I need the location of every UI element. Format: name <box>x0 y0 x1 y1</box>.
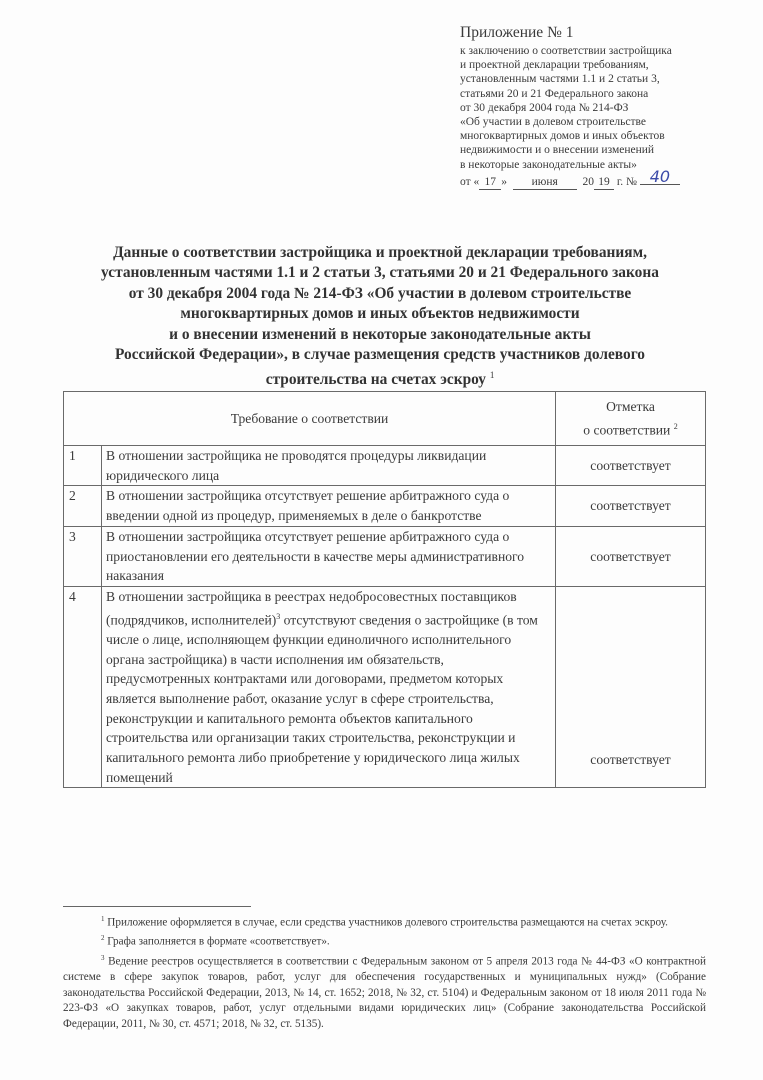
heading-line: установленным частями 1.1 и 2 статьи 3, статьями 20 и 21 Федерального закона <box>101 264 659 282</box>
appendix-line: «Об участии в долевом строительстве <box>460 116 646 129</box>
date-year-prefix: 20 <box>582 175 594 188</box>
appendix-date-line <box>460 166 750 190</box>
date-mid: » <box>501 175 507 188</box>
footnote-separator <box>63 906 251 907</box>
footnotes <box>63 912 706 1032</box>
header-mark: Отметка о соответствии $^2$ <box>556 392 706 446</box>
footnote-ref: 1 <box>489 370 495 381</box>
heading-line: многоквартирных домов и иных объектов недвижимости <box>180 305 580 323</box>
appendix-line: установленным частями 1.1 и 2 статьи 3, <box>460 73 660 86</box>
appendix-line: и проектной декларации требованиям, <box>460 59 649 72</box>
footnote-ref: 3 <box>276 611 281 621</box>
row-number: 3 <box>64 526 102 586</box>
row-requirement: В отношении застройщика не проводятся процедуры ликвидации юридического лица <box>102 446 556 486</box>
heading-line: Российской Федерации», в случае размещения средств участников долевого <box>114 346 645 364</box>
requirements-table <box>63 391 706 788</box>
heading-line: и о внесении изменений в некоторые законодательные акты <box>169 325 591 343</box>
footnote: $^3$ Ведение реестров осуществляется в соответствии с Федеральным законом от 5 апреля 2013 года № 44-ФЗ «О контрактной системе в сфере закупок товаров, работ, услуг для обеспечения государственных и муниципальных нужд» (Собрание законодательства Российской Федерации, 2013, № 14, ст. 1652; 2018, № 32, ст. 5104) и Федеральным законом от 18 июля 2011 года № 223-ФЗ «О закупках товаров, работ, услуг отдельными видами юридических лиц» (Собрание законодательства Российской Федерации, 2011, № 30, ст. 4571; 2018, № 32, ст. 5135). <box>63 953 706 1030</box>
row-number: 4 <box>64 586 102 788</box>
row-mark: соответствует <box>556 586 706 788</box>
date-prefix: от « <box>460 175 480 188</box>
appendix-line: многоквартирных домов и иных объектов <box>460 130 665 143</box>
appendix-header <box>460 24 750 190</box>
appendix-line: от 30 декабря 2004 года № 214-ФЗ <box>460 101 629 114</box>
row-number: 1 <box>64 446 102 486</box>
header-requirement: Требование о соответствии <box>64 392 556 446</box>
heading-line: строительства на счетах эскроу $^1$ <box>265 370 495 389</box>
row-number: 2 <box>64 486 102 526</box>
row-requirement: В отношении застройщика отсутствует решение арбитражного суда о введении одной из процедур, применяемых в деле о банкротстве <box>102 486 556 526</box>
date-year-suffix: 19 <box>594 175 614 190</box>
appendix-line: в некоторые законодательные акты» <box>460 158 637 171</box>
footnote: $^2$ Графа заполняется в формате «соответствует». <box>101 934 330 949</box>
appendix-title: Приложение № 1 <box>460 24 574 41</box>
table-row <box>64 586 706 788</box>
row-requirement: В отношении застройщика отсутствует решение арбитражного суда о приостановлении его деятельности в качестве меры административного наказания <box>102 526 556 586</box>
document-heading <box>60 243 700 391</box>
footnote-ref: 2 <box>673 421 678 431</box>
heading-line: Данные о соответствии застройщика и проектной декларации требованиям, <box>113 244 647 261</box>
row-mark: соответствует <box>556 526 706 586</box>
table-header-row <box>64 392 706 446</box>
heading-line: от 30 декабря 2004 года № 214-ФЗ «Об участии в долевом строительстве <box>128 284 632 302</box>
row-mark: соответствует <box>556 446 706 486</box>
table-row <box>64 526 706 586</box>
table-row <box>64 446 706 486</box>
appendix-line: статьями 20 и 21 Федерального закона <box>460 87 649 100</box>
footnote: $^1$ Приложение оформляется в случае, если средства участников долевого строительства размещаются на счетах эскроу. <box>101 915 668 929</box>
appendix-line: недвижимости и о внесении изменений <box>460 144 655 157</box>
date-number-label: г. № <box>616 175 638 188</box>
date-month: июня <box>513 175 577 190</box>
table-row <box>64 486 706 526</box>
row-requirement: В отношении застройщика в реестрах недобросовестных поставщиков (подрядчиков, исполнителей)$^3$ отсутствуют сведения о застройщике (в том числе о лице, исполняющем функции единоличного исполнительного органа застройщика) в части исполнения им обязательств, предусмотренных контрактами или договорами, предметом которых является выполнение работ, оказание услуг в сфере строительства, реконструкции и капитального ремонта объектов капитального строительства или организации таких строительства, реконструкции и капитального ремонта либо приобретение у юридического лица жилых помещений <box>102 586 556 788</box>
appendix-line: к заключению о соответствии застройщика <box>460 45 672 57</box>
handwritten-number: 40 <box>640 170 680 185</box>
date-day: 17 <box>479 175 501 190</box>
row-mark: соответствует <box>556 486 706 526</box>
